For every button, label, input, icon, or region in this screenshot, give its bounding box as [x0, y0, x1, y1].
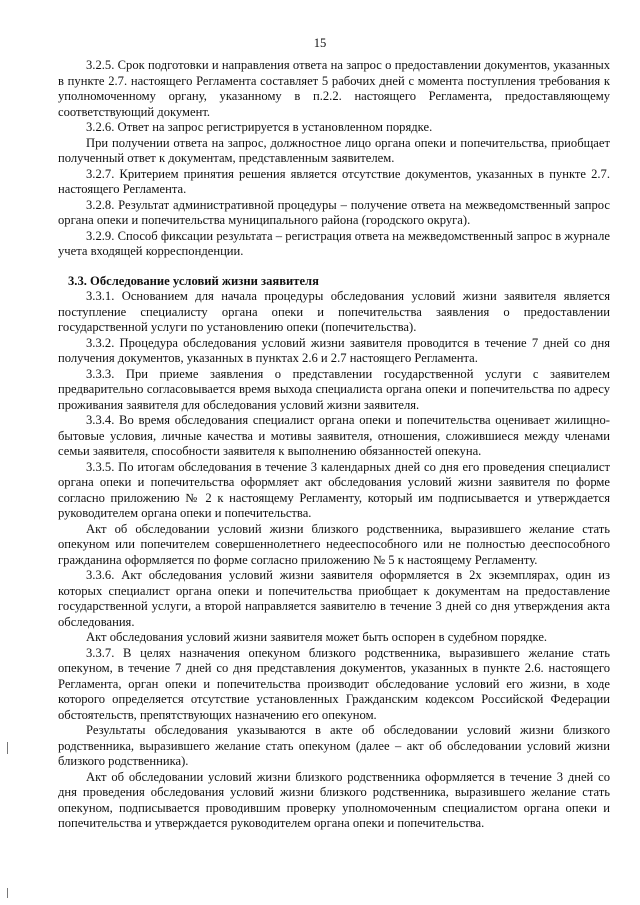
- paragraph-3-2-9: 3.2.9. Способ фиксации результата – регистрация ответа на межведомственный запрос в журнале учета входящей корреспонденции.: [58, 228, 610, 258]
- scan-margin-mark: [7, 742, 8, 754]
- paragraph-3-3-7: 3.3.7. В целях назначения опекуном близкого родственника, выразившего желание стать опекуном, в течение 7 дней со дня представления документов, указанных в пункте 2.6. настоящего Регламента, орган опеки и попечительства производит обследование условий его жизни, в ходе которого определяется отсутствие установленных Гражданским кодексом Российской Федерации обстоятельств, препятствующих назначению его опекуном.: [58, 645, 610, 722]
- paragraph-3-3-6: 3.3.6. Акт обследования условий жизни заявителя оформляется в 2х экземплярах, один из которых специалист органа опеки и попечительства приобщает к документам на предоставление государственной услуги, а второй направляется заявителю в течение 3 дней со дня утверждения акта обследования.: [58, 568, 610, 629]
- section-heading-3-3: 3.3. Обследование условий жизни заявителя: [68, 273, 319, 288]
- paragraph-3-3-2: 3.3.2. Процедура обследования условий жизни заявителя проводится в течение 7 дней со дня получения документов, указанных в пунктах 2.6 и 2.7 настоящего Регламента.: [58, 335, 610, 365]
- paragraph-3-2-5: 3.2.5. Срок подготовки и направления ответа на запрос о предоставлении документов, указанных в пункте 2.7. настоящего Регламента составляет 5 рабочих дней с момента поступления требования к уполномоченному органу, указанному в п.2.2. настоящего Регламента, предоставляющему соответствующий документ.: [58, 58, 610, 119]
- section-gap: [58, 260, 610, 274]
- paragraph-3-3-3: 3.3.3. При приеме заявления о представлении государственной услуги с заявителем предварительно согласовывается время выхода специалиста органа опеки и попечительства по адресу проживания заявителя для обследования условий жизни заявителя.: [58, 366, 610, 412]
- paragraph-3-3-4: 3.3.4. Во время обследования специалист органа опеки и попечительства оценивает жилищно-бытовые условия, личные качества и мотивы заявителя, отношения, сложившиеся между членами семьи заявителя, способности заявителя к выполнению обязанностей опекуна.: [58, 413, 610, 458]
- paragraph-3-3-5: 3.3.5. По итогам обследования в течение 3 календарных дней со дня его проведения специалист органа опеки и попечительства оформляет акт обследования условий жизни заявителя по форме согласно приложению № 2 к настоящему Регламенту, который им подписывается и утверждается руководителем органа опеки и попечительства.: [58, 459, 610, 520]
- paragraph-3-2-7: 3.2.7. Критерием принятия решения является отсутствие документов, указанных в пункте 2.7. настоящего Регламента.: [58, 166, 610, 196]
- paragraph-response-received: При получении ответа на запрос, должностное лицо органа опеки и попечительства, приобщает полученный ответ к документам, представленным заявителем.: [58, 135, 610, 165]
- paragraph-3-2-6: 3.2.6. Ответ на запрос регистрируется в установленном порядке.: [86, 120, 433, 134]
- page-number: 15: [313, 36, 327, 50]
- paragraph-relative-act-form: Акт об обследовании условий жизни близкого родственника, выразившего желание стать опекуном или попечителем совершеннолетнего недееспособного или не полностью дееспособного гражданина оформляется по форме согласно приложению № 5 к настоящему Регламенту.: [58, 521, 610, 567]
- paragraph-3-3-1: 3.3.1. Основанием для начала процедуры обследования условий жизни заявителя является поступление специалисту органа опеки и попечительства заявления о предоставлении государственной услуги по установлению опеки (попечительства).: [58, 289, 610, 334]
- scan-margin-mark: [7, 888, 8, 898]
- paragraph-relative-act-deadline: Акт об обследовании условий жизни близкого родственника оформляется в течение 3 дней со дня проведения обследования условий жизни близкого родственника, выразившего желание стать опекуном, подписывается проводившим проверку уполномоченным специалистом органа опеки и попечительства и утверждается руководителем органа опеки и попечительства.: [58, 769, 610, 830]
- paragraph-3-2-8: 3.2.8. Результат административной процедуры – получение ответа на межведомственный запрос органа опеки и попечительства муниципального района (городского округа).: [58, 197, 610, 227]
- paragraph-act-appeal: Акт обследования условий жизни заявителя может быть оспорен в судебном порядке.: [86, 630, 548, 644]
- paragraph-inspection-results: Результаты обследования указываются в акте об обследовании условий жизни близкого родственника, выразившего желание стать опекуном (далее – акт об обследовании условий жизни близкого родственника).: [58, 723, 610, 768]
- document-body: [58, 58, 610, 832]
